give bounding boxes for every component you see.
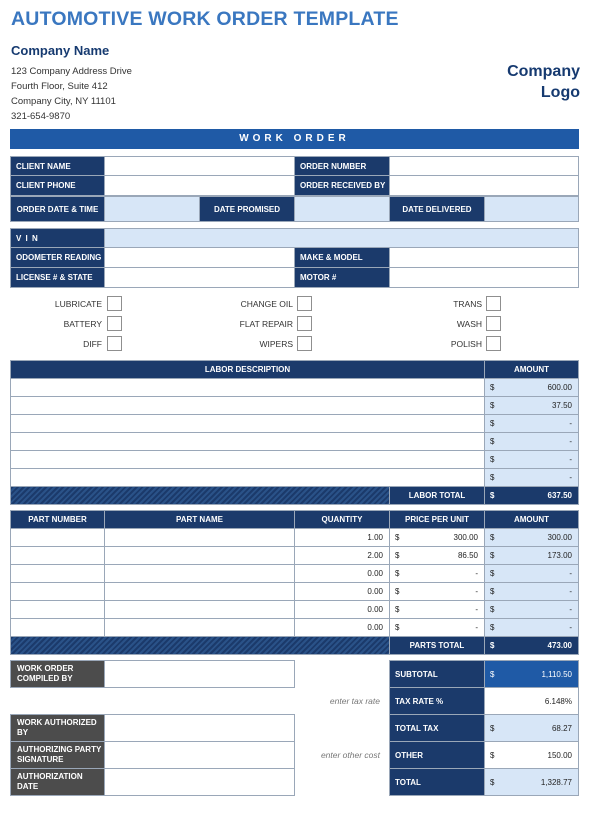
change-oil-checkbox[interactable] [297,296,312,311]
labor-amount-row-1: $ 600.00 [484,378,579,397]
service-label-lubricate: LUBRICATE [54,299,102,309]
parts-amount-cell: $ - [484,582,579,601]
vin-field[interactable] [104,228,579,248]
client-phone-field[interactable] [104,175,295,196]
labor-amount-row-2: $ 37.50 [484,396,579,415]
price-cell[interactable]: $ 300.00 [389,528,485,547]
other-cost-hint: enter other cost [320,750,380,760]
service-label-change-oil: CHANGE OIL [240,299,293,309]
authorized-by-field[interactable] [104,714,295,742]
logo-line-2: Logo [540,84,580,101]
address-line-3: Company City, NY 11101 [11,96,116,107]
labor-description-header: LABOR DESCRIPTION [10,360,485,379]
labor-amount-row-4: $ - [484,432,579,451]
service-label-trans: TRANS [453,299,482,309]
parts-amount-cell: $ - [484,618,579,637]
address-line-2: Fourth Floor, Suite 412 [11,81,108,92]
quantity-cell[interactable]: 0.00 [294,564,390,583]
price-per-unit-header: PRICE PER UNIT [389,510,485,529]
page-title: AUTOMOTIVE WORK ORDER TEMPLATE [11,8,399,30]
wipers-checkbox[interactable] [297,336,312,351]
phone-number: 321-654-9870 [11,111,71,122]
price-cell[interactable]: $ - [389,564,485,583]
date-delivered-label: DATE DELIVERED [389,196,485,222]
labor-desc-row-2[interactable] [10,396,485,415]
company-logo [470,61,580,103]
part-number-cell[interactable] [10,564,105,583]
compiled-by-field[interactable] [104,660,295,688]
labor-desc-row-4[interactable] [10,432,485,451]
service-label-wipers: WIPERS [259,339,293,349]
part-name-cell[interactable] [104,618,295,637]
labor-total-label: LABOR TOTAL [389,486,485,505]
parts-total-filler [10,636,390,655]
order-number-label: ORDER NUMBER [294,156,390,176]
client-name-label: CLIENT NAME [10,156,105,176]
service-label-diff: DIFF [83,339,102,349]
order-date-time-label: ORDER DATE & TIME [10,196,105,222]
motor-field[interactable] [389,267,579,288]
price-cell[interactable]: $ - [389,618,485,637]
address-line-1: 123 Company Address Drive [11,66,132,77]
license-state-label: LICENSE # & STATE [10,267,105,288]
labor-amount-row-3: $ - [484,414,579,433]
quantity-cell[interactable]: 0.00 [294,600,390,619]
labor-desc-row-3[interactable] [10,414,485,433]
company-name: Company Name [11,43,110,58]
order-received-by-field[interactable] [389,175,579,196]
labor-amount-row-6: $ - [484,468,579,487]
vin-label: V I N [10,228,105,248]
subtotal-value: $ 1,110.50 [484,660,579,688]
service-label-flat-repair: FLAT REPAIR [239,319,293,329]
date-delivered-field[interactable] [484,196,579,222]
labor-desc-row-1[interactable] [10,378,485,397]
client-name-field[interactable] [104,156,295,176]
parts-amount-header: AMOUNT [484,510,579,529]
date-promised-label: DATE PROMISED [199,196,295,222]
part-number-cell[interactable] [10,618,105,637]
other-value[interactable]: $ 150.00 [484,741,579,769]
price-cell[interactable]: $ - [389,582,485,601]
parts-amount-cell: $ - [484,600,579,619]
service-label-wash: WASH [456,319,482,329]
tax-rate-value[interactable]: 6.148% [484,687,579,715]
part-number-header: PART NUMBER [10,510,105,529]
part-name-cell[interactable] [104,582,295,601]
license-state-field[interactable] [104,267,295,288]
quantity-cell[interactable]: 1.00 [294,528,390,547]
flat-repair-checkbox[interactable] [297,316,312,331]
part-name-cell[interactable] [104,564,295,583]
part-name-header: PART NAME [104,510,295,529]
order-received-by-label: ORDER RECEIVED BY [294,175,390,196]
part-number-cell[interactable] [10,546,105,565]
battery-checkbox[interactable] [107,316,122,331]
parts-total-value: $ 473.00 [484,636,579,655]
part-number-cell[interactable] [10,600,105,619]
order-date-time-field[interactable] [104,196,200,222]
wash-checkbox[interactable] [486,316,501,331]
price-cell[interactable]: $ 86.50 [389,546,485,565]
total-value: $ 1,328.77 [484,768,579,796]
labor-desc-row-5[interactable] [10,450,485,469]
quantity-cell[interactable]: 2.00 [294,546,390,565]
total-tax-label: TOTAL TAX [389,714,485,742]
order-number-field[interactable] [389,156,579,176]
quantity-header: QUANTITY [294,510,390,529]
trans-checkbox[interactable] [486,296,501,311]
total-tax-value: $ 68.27 [484,714,579,742]
parts-total-label: PARTS TOTAL [389,636,485,655]
odometer-field[interactable] [104,247,295,268]
labor-amount-row-5: $ - [484,450,579,469]
other-label: OTHER [389,741,485,769]
labor-amount-header: AMOUNT [484,360,579,379]
client-phone-label: CLIENT PHONE [10,175,105,196]
service-label-polish: POLISH [450,339,482,349]
part-name-cell[interactable] [104,600,295,619]
labor-total-value: $ 637.50 [484,486,579,505]
quantity-cell[interactable]: 0.00 [294,618,390,637]
part-name-cell[interactable] [104,546,295,565]
authorization-date-label: AUTHORIZATION DATE [10,768,105,796]
total-label: TOTAL [389,768,485,796]
labor-total-filler [10,486,390,505]
parts-amount-cell: $ 300.00 [484,528,579,547]
tax-rate-hint: enter tax rate [329,696,380,706]
motor-label: MOTOR # [294,267,390,288]
party-signature-field[interactable] [104,741,295,769]
diff-checkbox[interactable] [107,336,122,351]
price-cell[interactable]: $ - [389,600,485,619]
party-signature-label: AUTHORIZING PARTY SIGNATURE [10,741,105,769]
logo-line-1: Company [507,63,580,80]
lubricate-checkbox[interactable] [107,296,122,311]
authorized-by-label: WORK AUTHORIZED BY [10,714,105,742]
authorization-date-field[interactable] [104,768,295,796]
quantity-cell[interactable]: 0.00 [294,582,390,601]
tax-rate-label: TAX RATE % [389,687,485,715]
labor-desc-row-6[interactable] [10,468,485,487]
polish-checkbox[interactable] [486,336,501,351]
part-number-cell[interactable] [10,582,105,601]
compiled-by-label: WORK ORDER COMPILED BY [10,660,105,688]
service-label-battery: BATTERY [63,319,102,329]
odometer-label: ODOMETER READING [10,247,105,268]
make-model-label: MAKE & MODEL [294,247,390,268]
make-model-field[interactable] [389,247,579,268]
parts-amount-cell: $ 173.00 [484,546,579,565]
part-number-cell[interactable] [10,528,105,547]
subtotal-label: SUBTOTAL [389,660,485,688]
work-order-banner: WORK ORDER [10,129,579,149]
part-name-cell[interactable] [104,528,295,547]
parts-amount-cell: $ - [484,564,579,583]
date-promised-field[interactable] [294,196,390,222]
